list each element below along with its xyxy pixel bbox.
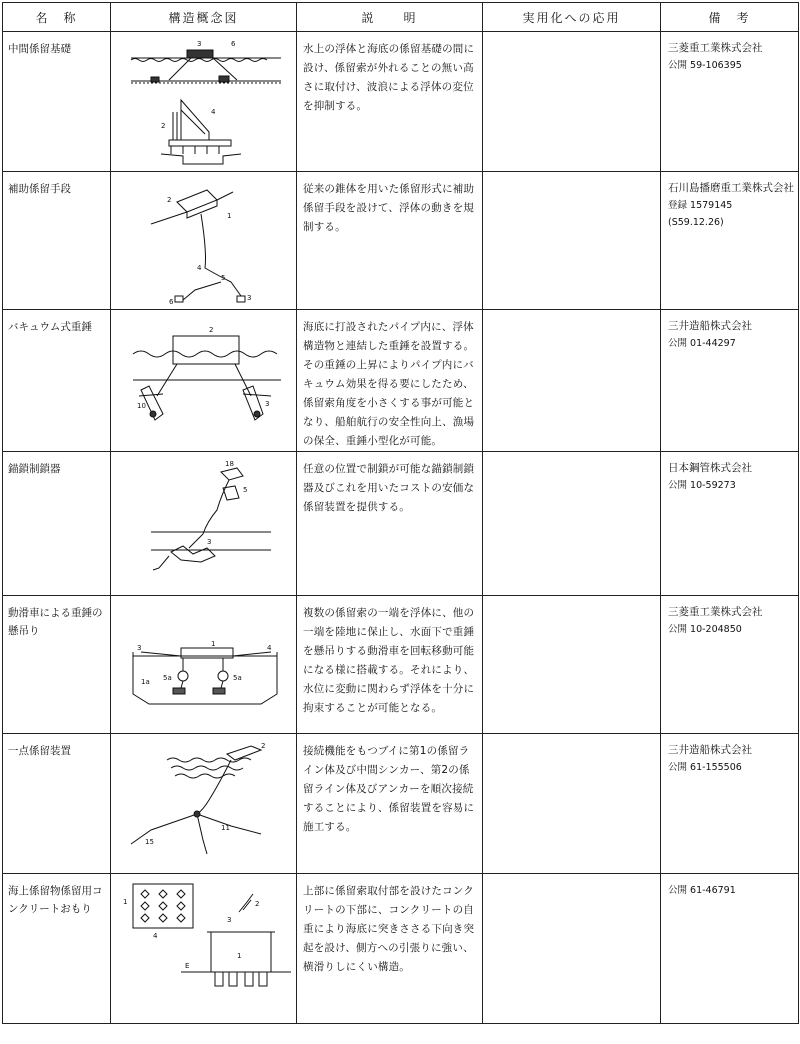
application-cell xyxy=(483,172,661,310)
figure-cell xyxy=(111,172,297,310)
figure-cell xyxy=(111,734,297,874)
svg-text:2: 2 xyxy=(255,900,260,908)
row-patent: 公開 10-204850 xyxy=(668,624,742,635)
table-row xyxy=(3,172,799,310)
figure-cell xyxy=(111,874,297,1024)
application-cell xyxy=(483,32,661,172)
svg-text:1: 1 xyxy=(237,952,242,960)
row-company: 三菱重工業株式会社 xyxy=(668,606,763,618)
row-description: 任意の位置で制鎖が可能な錨鎖制鎖器及びこれを用いたコストの安価な係留装置を提供する。 xyxy=(303,463,475,513)
row-company: 三菱重工業株式会社 xyxy=(668,42,763,54)
svg-text:1: 1 xyxy=(211,640,216,648)
concrete-weight-diagram xyxy=(111,874,297,1022)
remarks-cell xyxy=(661,596,799,734)
name-cell xyxy=(3,874,111,1024)
description-cell xyxy=(297,596,483,734)
description-cell xyxy=(297,310,483,452)
chain-stopper-diagram xyxy=(111,452,297,594)
row-name: 動滑車による重錘の懸吊り xyxy=(8,607,103,637)
mooring-technology-table xyxy=(2,2,799,1024)
name-cell xyxy=(3,452,111,596)
svg-text:2: 2 xyxy=(161,122,166,130)
description-cell xyxy=(297,452,483,596)
application-cell xyxy=(483,596,661,734)
svg-text:2: 2 xyxy=(261,742,266,750)
row-name: 錨鎖制鎖器 xyxy=(8,463,61,475)
vacuum-weight-diagram xyxy=(111,310,297,450)
svg-text:1: 1 xyxy=(123,898,128,906)
svg-text:3: 3 xyxy=(227,916,232,924)
description-cell xyxy=(297,172,483,310)
remarks-cell xyxy=(661,172,799,310)
svg-text:3: 3 xyxy=(197,40,202,48)
application-cell xyxy=(483,310,661,452)
table-row xyxy=(3,734,799,874)
description-cell xyxy=(297,874,483,1024)
row-company: 三井造船株式会社 xyxy=(668,320,752,332)
name-cell xyxy=(3,32,111,172)
svg-text:5: 5 xyxy=(221,274,226,282)
name-cell xyxy=(3,734,111,874)
svg-text:11: 11 xyxy=(221,824,230,832)
description-cell xyxy=(297,32,483,172)
svg-text:1: 1 xyxy=(227,212,232,220)
auxiliary-mooring-diagram xyxy=(111,172,297,308)
svg-text:E: E xyxy=(185,962,190,970)
row-patent-date: (S59.12.26) xyxy=(668,217,724,228)
row-description: 水上の浮体と海底の係留基礎の間に設け、係留索が外れることの無い高さに取付け、波浪による浮体の変位を抑制する。 xyxy=(303,43,475,112)
row-name: 海上係留物係留用コンクリートおもり xyxy=(8,885,103,915)
description-cell xyxy=(297,734,483,874)
row-company: 三井造船株式会社 xyxy=(668,744,752,756)
svg-text:4: 4 xyxy=(267,644,272,652)
svg-text:4: 4 xyxy=(197,264,202,272)
header-name: 名 称 xyxy=(3,3,111,32)
row-name: バキュウム式重錘 xyxy=(8,321,92,333)
single-point-mooring-diagram xyxy=(111,734,297,872)
svg-text:2: 2 xyxy=(209,326,214,334)
row-name: 中間係留基礎 xyxy=(8,43,71,55)
table-row xyxy=(3,596,799,734)
row-description: 上部に係留索取付部を設けたコンクリートの下部に、コンクリートの自重により海底に突きささる下向き突起を設け、側方への引張りに強い、横滑りしにくい構造。 xyxy=(303,885,475,973)
svg-text:3: 3 xyxy=(207,538,212,546)
header-description: 説 明 xyxy=(297,3,483,32)
row-company: 日本鋼管株式会社 xyxy=(668,462,752,474)
name-cell xyxy=(3,310,111,452)
application-cell xyxy=(483,874,661,1024)
svg-text:5: 5 xyxy=(243,486,248,494)
figure-cell xyxy=(111,452,297,596)
application-cell xyxy=(483,734,661,874)
remarks-cell xyxy=(661,452,799,596)
svg-text:3: 3 xyxy=(137,644,142,652)
row-patent: 公開 61-155506 xyxy=(668,762,742,773)
table-row xyxy=(3,32,799,172)
header-figure: 構造概念図 xyxy=(111,3,297,32)
table-row xyxy=(3,452,799,596)
figure-cell xyxy=(111,310,297,452)
application-cell xyxy=(483,452,661,596)
table-row xyxy=(3,874,799,1024)
row-description: 複数の係留索の一端を浮体に、他の一端を陸地に保止し、水面下で重錘を懸吊りする動滑車を回転移動可能になる様に搭載する。それにより、水位に変動に関わらず浮体を十分に拘束することが可能となる。 xyxy=(303,607,475,714)
svg-text:5a: 5a xyxy=(233,674,242,682)
svg-text:6: 6 xyxy=(169,298,174,306)
svg-text:4: 4 xyxy=(211,108,216,116)
svg-text:6: 6 xyxy=(231,40,236,48)
svg-text:3: 3 xyxy=(265,400,270,408)
row-patent: 公開 10-59273 xyxy=(668,480,736,491)
row-patent: 公開 61-46791 xyxy=(668,885,736,896)
intermediate-mooring-foundation-diagram xyxy=(111,32,297,170)
row-description: 海底に打設されたパイプ内に、浮体構造物と連結した重錘を設置する。その重錘の上昇によりパイプ内にバキュウム効果を得る要にしたため、係留索角度を小さくする事が可能となり、船舶航行の安全性向上、漁場の保全、重錘小型化が可能。 xyxy=(303,321,475,447)
moving-pulley-weight-diagram xyxy=(111,596,297,732)
row-patent: 公開 01-44297 xyxy=(668,338,736,349)
remarks-cell xyxy=(661,734,799,874)
svg-text:1a: 1a xyxy=(141,678,150,686)
svg-text:18: 18 xyxy=(225,460,234,468)
remarks-cell xyxy=(661,32,799,172)
name-cell xyxy=(3,172,111,310)
svg-text:4: 4 xyxy=(153,932,158,940)
row-patent: 登録 1579145 xyxy=(668,200,733,211)
header-application: 実用化への応用 xyxy=(483,3,661,32)
svg-text:15: 15 xyxy=(145,838,154,846)
svg-text:10: 10 xyxy=(137,402,146,410)
header-row xyxy=(3,3,799,32)
svg-text:5a: 5a xyxy=(163,674,172,682)
figure-cell xyxy=(111,32,297,172)
row-name: 補助係留手段 xyxy=(8,183,71,195)
table-row xyxy=(3,310,799,452)
header-remarks: 備 考 xyxy=(661,3,799,32)
name-cell xyxy=(3,596,111,734)
row-company: 石川島播磨重工業株式会社 xyxy=(668,182,794,194)
svg-text:3: 3 xyxy=(247,294,252,302)
figure-cell xyxy=(111,596,297,734)
row-description: 従来の錐体を用いた係留形式に補助係留手段を設けて、浮体の動きを規制する。 xyxy=(303,183,475,233)
svg-text:2: 2 xyxy=(167,196,172,204)
remarks-cell xyxy=(661,874,799,1024)
row-description: 接続機能をもつブイに第1の係留ライン体及び中間シンカー、第2の係留ライン体及びアンカーを順次接続することにより、係留装置を容易に施工する。 xyxy=(303,745,475,833)
row-patent: 公開 59-106395 xyxy=(668,60,742,71)
remarks-cell xyxy=(661,310,799,452)
row-name: 一点係留装置 xyxy=(8,745,71,757)
